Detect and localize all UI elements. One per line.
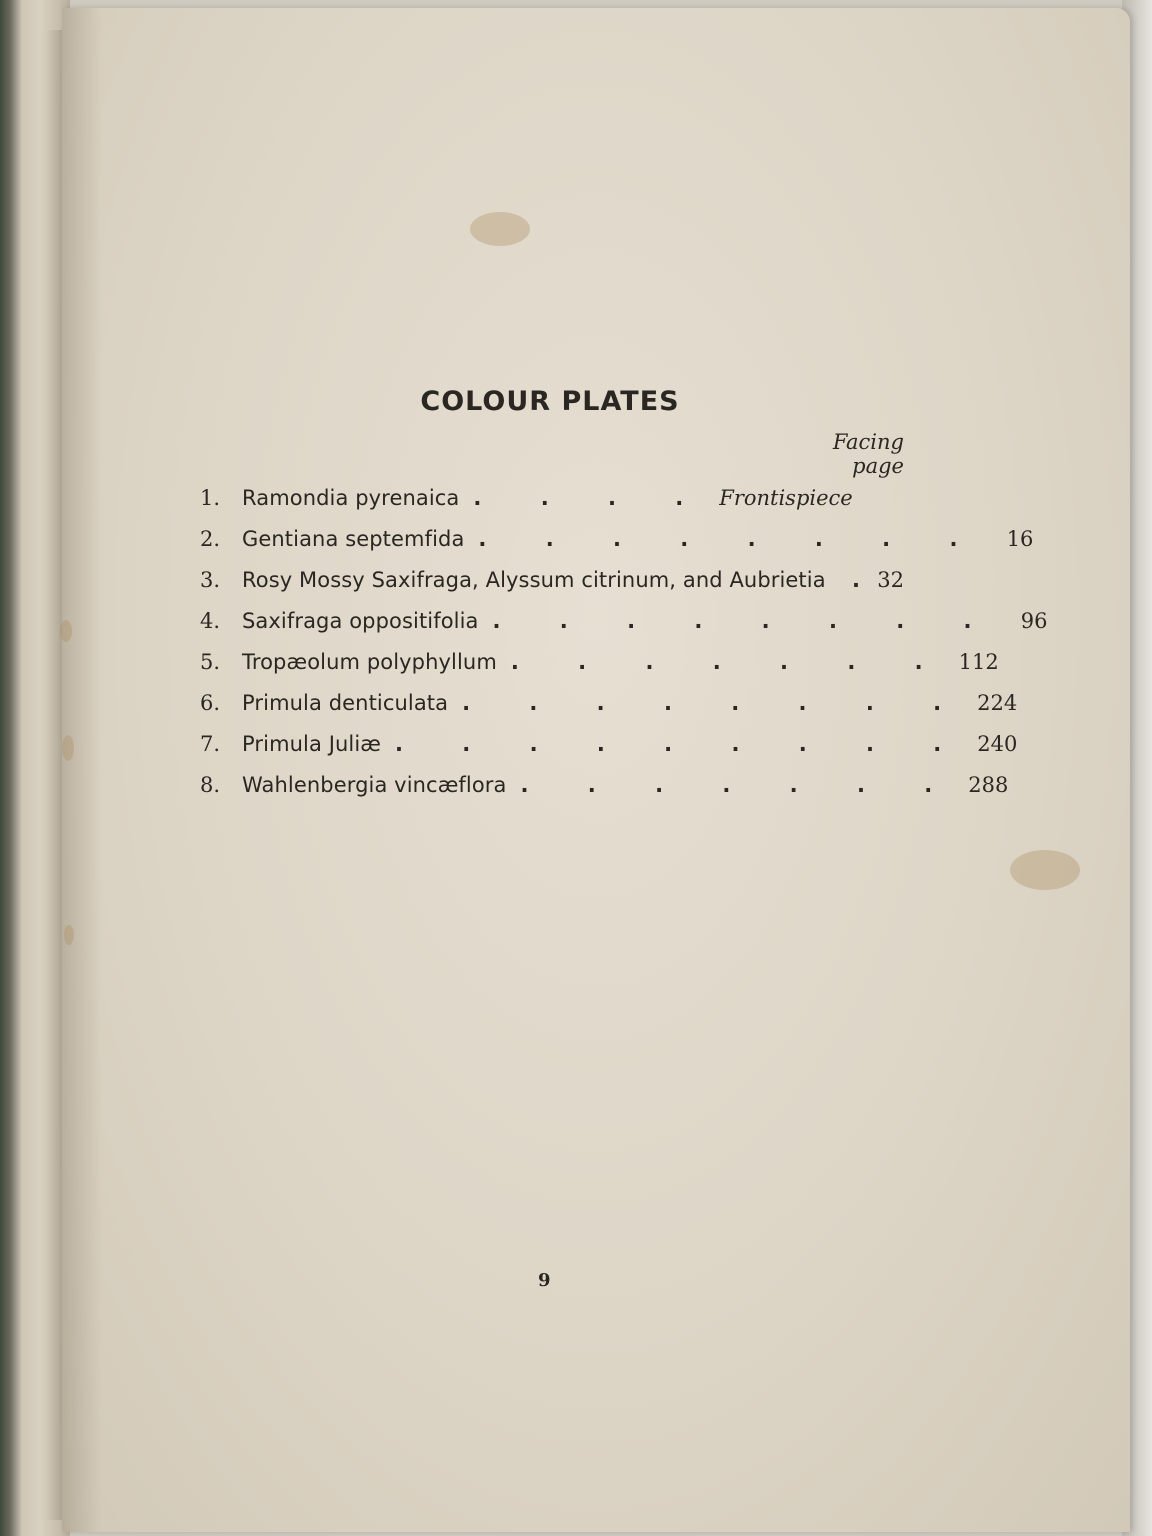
plate-page: 224 [977,691,1018,715]
plate-name: Tropæolum polyphyllum [242,650,497,674]
page-gutter [62,8,102,1532]
plate-page: Frontispiece [719,486,853,510]
list-item [200,724,1018,765]
foxing-stain [62,735,74,761]
leader-dots: . . . . . . . . . [395,732,968,756]
plate-page: 96 [1020,609,1048,633]
plate-name: Rosy Mossy Saxifraga, Alyssum citrinum, and Aubrietia [242,568,826,592]
leader-dots: . . . . . . . . [462,691,968,715]
plate-page: 32 [877,568,904,592]
plate-number: 8. [200,773,221,797]
list-item [200,601,1048,642]
plate-page: 112 [958,650,999,674]
plate-number: 7. [200,732,221,756]
leader-dots: . . . . . . . [510,650,949,674]
plate-name: Wahlenbergia vincæflora [242,773,507,797]
list-item [200,519,1034,560]
list-item [200,642,999,683]
plate-number: 6. [200,691,221,715]
list-item [200,683,1018,724]
list-item [200,478,904,519]
facing-label-line1: Facing [832,430,904,454]
plate-name: Primula Juliæ [242,732,381,756]
leader-dots: . . . . . . . [520,773,959,797]
plate-name: Ramondia pyrenaica [242,486,460,510]
page-number: 9 [538,1270,551,1291]
plate-name: Gentiana septemfida [242,527,465,551]
plate-number: 2. [200,527,221,551]
facing-page-label [833,430,904,478]
list-item [200,765,1009,806]
page-title: COLOUR PLATES [420,386,680,417]
plate-page: 288 [968,773,1009,797]
foxing-stain [64,925,74,945]
foxing-stain [60,620,72,642]
plate-number: 5. [200,650,221,674]
plate-page: 240 [977,732,1018,756]
facing-label-line2: page [852,454,904,478]
foxing-stain [1010,850,1080,890]
plate-list [200,478,1048,806]
plate-number: 1. [200,486,221,510]
leader-dots: . . . . . . . . [492,609,998,633]
leader-dots: . . . . . . . . [478,527,984,551]
leader-dots: . . . . [473,486,710,510]
list-item [200,560,904,601]
leader-dots: . [852,568,860,592]
plate-name: Primula denticulata [242,691,449,715]
plate-number: 3. [200,568,221,592]
plate-page: 16 [1006,527,1034,551]
plate-name: Saxifraga oppositifolia [242,609,479,633]
foxing-stain [470,212,530,246]
plate-number: 4. [200,609,221,633]
